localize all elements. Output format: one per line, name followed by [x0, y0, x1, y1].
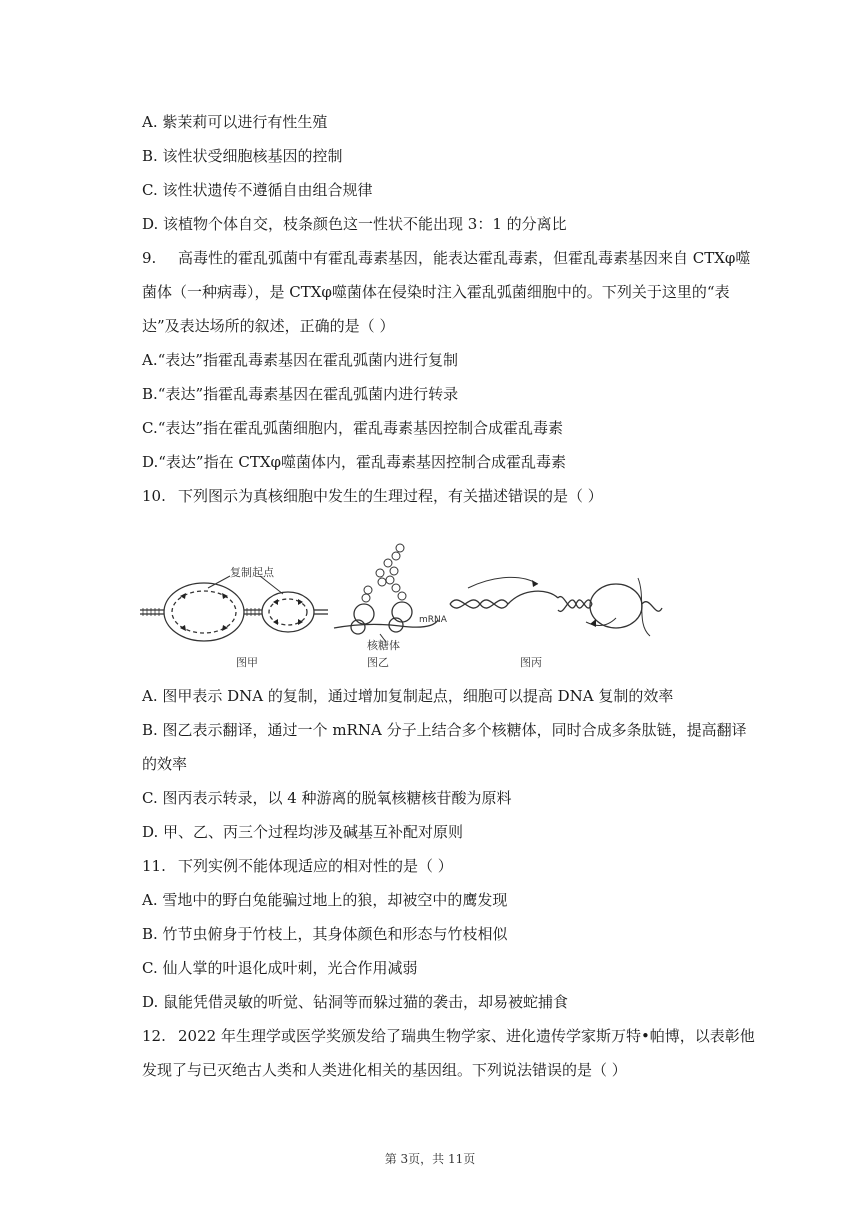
q10-option-b-line-2: 的效率: [142, 755, 188, 773]
fig-a-caption: 图甲: [236, 656, 258, 669]
fig-a-origin-label: 复制起点: [230, 566, 274, 579]
q11-option-c: C. 仙人掌的叶退化成叶刺，光合作用减弱: [142, 959, 418, 977]
fig-a-replication-diagram: [140, 576, 328, 641]
q8-option-c: C. 该性状遗传不遵循自由组合规律: [142, 181, 373, 199]
q9-stem-line-1: [142, 248, 750, 268]
fig-b-caption: 图乙: [367, 656, 389, 669]
q11-number: 11.: [142, 857, 166, 875]
q9-stem-text-1: 高毒性的霍乱弧菌中有霍乱毒素基因，能表达霍乱毒素，但霍乱毒素基因来自 CTXφ噬: [178, 249, 751, 267]
q9-option-b: B.“表达”指霍乱毒素基因在霍乱弧菌内进行转录: [142, 385, 459, 403]
q9-number: 9.: [142, 249, 157, 267]
fig-c-caption: 图丙: [520, 656, 542, 669]
q8-option-a: A. 紫茉莉可以进行有性生殖: [142, 113, 328, 131]
q10-stem-text: 下列图示为真核细胞中发生的生理过程，有关描述错误的是（ ）: [178, 487, 603, 505]
q10-figure: [138, 538, 678, 678]
q10-stem: [142, 486, 603, 506]
q12-stem-line-1: [142, 1026, 755, 1046]
q11-stem: [142, 856, 453, 876]
page-footer: 第 3页，共 11页: [384, 1152, 476, 1166]
q9-option-c: C.“表达”指在霍乱弧菌细胞内，霍乱毒素基因控制合成霍乱毒素: [142, 419, 564, 437]
q10-figure-svg: [138, 538, 678, 678]
q10-number: 10.: [142, 487, 166, 505]
q10-option-c: C. 图丙表示转录，以 4 种游离的脱氧核糖核苷酸为原料: [142, 789, 512, 807]
q11-option-b: B. 竹节虫俯身于竹枝上，其身体颜色和形态与竹枝相似: [142, 925, 508, 943]
q12-stem-line-2: 发现了与已灭绝古人类和人类进化相关的基因组。下列说法错误的是（ ）: [142, 1061, 627, 1079]
q8-option-b: B. 该性状受细胞核基因的控制: [142, 147, 343, 165]
q9-option-a: A.“表达”指霍乱毒素基因在霍乱弧菌内进行复制: [142, 351, 458, 369]
q11-option-d: D. 鼠能凭借灵敏的听觉、钻洞等而躲过猫的袭击，却易被蛇捕食: [142, 993, 569, 1011]
q9-option-d: D.“表达”指在 CTXφ噬菌体内，霍乱毒素基因控制合成霍乱毒素: [142, 453, 567, 471]
q9-stem-line-3: 达”及表达场所的叙述，正确的是（ ）: [142, 317, 395, 335]
q12-stem-text-1: 2022 年生理学或医学奖颁发给了瑞典生物学家、进化遗传学家斯万特•帕博，以表彰他: [178, 1027, 755, 1045]
fig-b-ribosome-label: 核糖体: [367, 639, 400, 652]
q11-stem-text: 下列实例不能体现适应的相对性的是（ ）: [178, 857, 453, 875]
fig-b-translation-diagram: [334, 544, 438, 642]
q10-option-b-line-1: B. 图乙表示翻译，通过一个 mRNA 分子上结合多个核糖体，同时合成多条肽链，提高翻译: [142, 721, 747, 739]
q12-number: 12.: [142, 1027, 166, 1045]
q8-option-d: D. 该植物个体自交，枝条颜色这一性状不能出现 3：1 的分离比: [142, 215, 567, 233]
q9-stem-line-2: 菌体（一种病毒），是 CTXφ噬菌体在侵染时注入霍乱弧菌细胞中的。下列关于这里的“表: [142, 283, 730, 301]
q11-option-a: A. 雪地中的野白兔能骗过地上的狼，却被空中的鹰发现: [142, 891, 508, 909]
fig-b-mrna-label: mRNA: [419, 615, 447, 625]
fig-c-transcription-diagram: [450, 577, 662, 636]
q10-option-a: A. 图甲表示 DNA 的复制，通过增加复制起点，细胞可以提高 DNA 复制的效率: [142, 687, 674, 705]
q10-option-d: D. 甲、乙、丙三个过程均涉及碱基互补配对原则: [142, 823, 464, 841]
